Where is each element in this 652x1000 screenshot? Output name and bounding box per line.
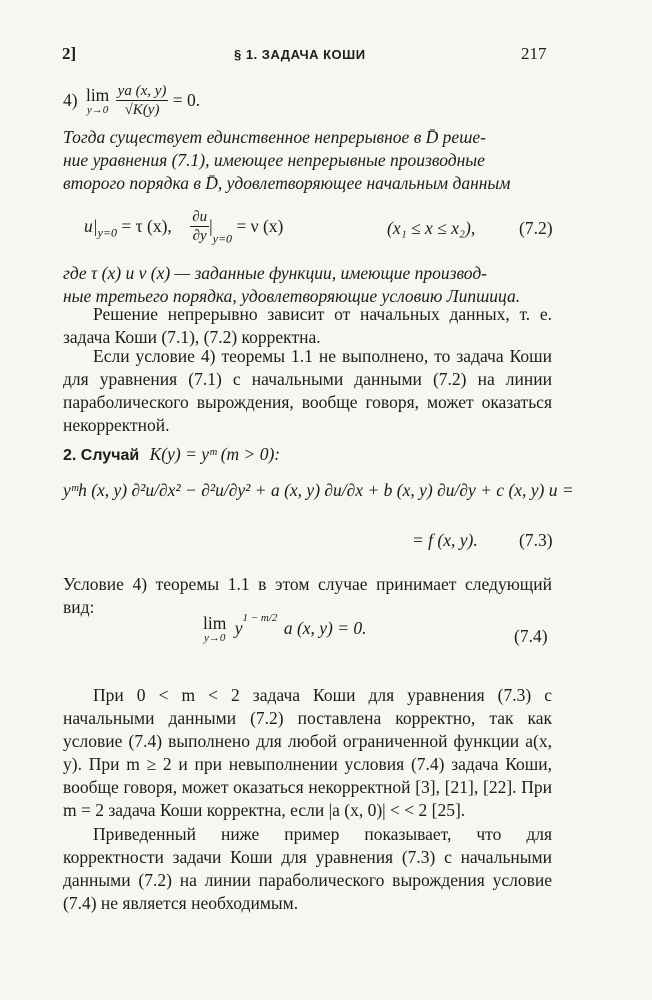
paragraph-5: Приведенный ниже пример показывает, что для корректности задачи Коши для уравнения (7.3) с начальными данными (7.2) на линии параболического вырождения условие (7.4) не является необходимым.	[63, 824, 552, 913]
paragraph-4: При 0 < m < 2 задача Коши для уравнения (7.3) с начальными данными (7.2) поставлена корректно, так как условие (7.4) выполнено для любой ограниченной функции a(x, y). При m ≥ 2 и при невыполнении условия (7.4) задача Коши, вообще говоря, может оказаться некорректной [3], [21], [22]. При m = 2 задача Коши корректна, если |a (x, 0)| < < 2 [25].	[63, 685, 552, 820]
equation-7-2-range: (x₁ ≤ x ≤ x₂),	[387, 218, 476, 238]
equation-7-4: lim y→0 $y^{1 - m/2}$ a (x, y) = 0.	[203, 612, 367, 644]
paragraph-2: Если условие 4) теоремы 1.1 не выполнено, то задача Коши для уравнения (7.1) с начальными данными (7.2) на линии параболического вырождения, вообще говоря, может оказаться некорректной.	[63, 346, 552, 435]
paragraph-3: Условие 4) теоремы 1.1 в этом случае принимает следующий вид:	[63, 574, 552, 617]
page-number: 217	[521, 44, 547, 63]
paragraph-1: Решение непрерывно зависит от начальных данных, т. е. задача Коши (7.1), (7.2) корректна.	[63, 304, 552, 347]
equation-7-4-number: (7.4)	[514, 626, 548, 646]
equation-7-3-line-1: yᵐh (x, y) ∂²u/∂x² − ∂²u/∂y² + a (x, y) ∂u/∂x + b (x, y) ∂u/∂y + c (x, y) u =	[63, 480, 574, 500]
chapter-number: 2]	[62, 44, 77, 63]
equation-7-2: $u|_{y=0} = \tau$ (x), $\frac{\partial u}{\partial y}$ $|_{y=0} = \nu$ (x)	[84, 209, 284, 246]
theorem-line-1: Тогда существует единственное непрерывное в D̄ реше-	[63, 127, 487, 147]
equation-7-2-number: (7.2)	[519, 218, 553, 238]
section-title: § 1. ЗАДАЧА КОШИ	[234, 47, 366, 62]
theorem-line-3: второго порядка в D̄, удовлетворяющее начальным данным	[63, 173, 511, 193]
case-2-heading: 2. Случай K(y) = yᵐ (m > 0):	[63, 444, 281, 464]
condition-4-formula: 4) lim y→0 $\frac{ya (x, y)}{√K(y)}$ = 0.	[63, 83, 201, 118]
theorem-line-2: ние уравнения (7.1), имеющее непрерывные производные	[63, 150, 485, 170]
theorem-continuation-1: где τ (x) и ν (x) — заданные функции, имеющие производ-	[63, 263, 488, 283]
equation-7-3-line-2: = f (x, y).	[412, 530, 478, 550]
theorem-continuation-2: ные третьего порядка, удовлетворяющие условию Липшица.	[63, 286, 521, 306]
equation-7-3-number: (7.3)	[519, 530, 553, 550]
